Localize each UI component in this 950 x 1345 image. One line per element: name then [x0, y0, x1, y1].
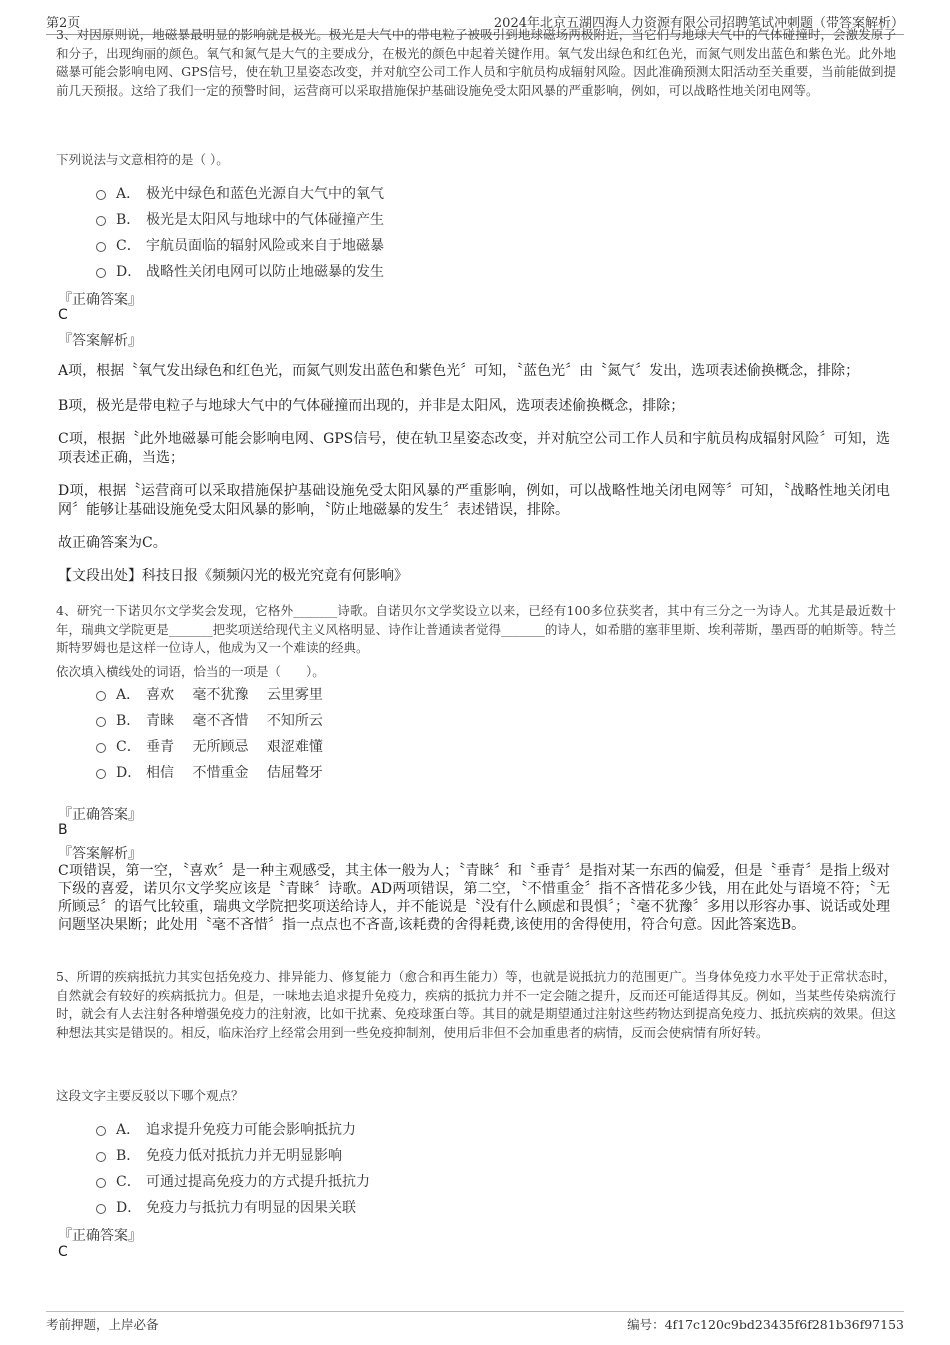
option-letter: D．	[116, 1200, 142, 1216]
footer-slogan: 考前押题，上岸必备	[46, 1317, 159, 1332]
q3-option-b[interactable]	[96, 206, 384, 232]
radio-icon[interactable]	[96, 1204, 106, 1214]
option-letter: A．	[116, 1122, 141, 1138]
option-letter: A．	[116, 687, 141, 703]
document-title: 2024年北京五湖四海人力资源有限公司招聘笔试冲刺题（带答案解析）	[493, 16, 904, 31]
q3-analysis-c: C项，根据〝此外地磁暴可能会影响电网、GPS信号，使在轨卫星姿态改变，并对航空公司工作人员和宇航员构成辐射风险〞可知，选项表述正确，当选；	[58, 431, 890, 466]
q5-passage: 5、所谓的疾病抵抗力其实包括免疫力、排异能力、修复能力（愈合和再生能力）等，也就是说抵抗力的范围更广。当身体免疫力水平处于正常状态时，自然就会有较好的疾病抵抗力。但是，一味地去追求提升免疫力，疾病的抵抗力并不一定会随之提升，反而还可能适得其反。例如，当某些传染病流行时，就会有人去注射各种增强免疫力的注射液，比如干扰素、免疫球蛋白等。其目的就是期望通过注射这些药物达到提高免疫力、抵抗疾病的效果。但这种想法其实是错误的。相反，临床治疗上经常会用到一些免疫抑制剂，使用后非但不会加重患者的病情，反而会使病情有所好转。	[56, 969, 896, 1040]
q3-options	[96, 180, 384, 284]
page-footer	[46, 1311, 904, 1332]
q5-question: 这段文字主要反驳以下哪个观点？	[56, 1088, 244, 1103]
option-text: 宇航员面临的辐射风险或来自于地磁暴	[146, 238, 384, 254]
radio-icon[interactable]	[96, 190, 106, 200]
q4-option-c[interactable]	[96, 733, 323, 759]
radio-icon[interactable]	[96, 268, 106, 278]
q3-analysis-b: B项，极光是带电粒子与地球大气中的气体碰撞而出现的，并非是太阳风，选项表述偷换概念，排除；	[58, 398, 685, 414]
q5-option-d[interactable]	[96, 1194, 370, 1220]
q4-option-b[interactable]	[96, 707, 323, 733]
option-letter: B．	[116, 713, 141, 729]
option-text: 青睐 毫不吝惜 不知所云	[146, 713, 323, 729]
q5-option-a[interactable]	[96, 1116, 370, 1142]
option-text: 相信 不惜重金 佶屈聱牙	[146, 765, 323, 781]
q4-option-a[interactable]	[96, 681, 323, 707]
option-text: 可通过提高免疫力的方式提升抵抗力	[146, 1174, 370, 1190]
option-text: 追求提升免疫力可能会影响抵抗力	[146, 1122, 356, 1138]
q5-options	[96, 1116, 370, 1220]
q3-source: 【文段出处】科技日报《频频闪光的极光究竟有何影响》	[58, 568, 408, 584]
option-text: 极光中绿色和蓝色光源自大气中的氧气	[146, 186, 384, 202]
q4-answer: B	[58, 822, 68, 838]
q5-answer: C	[58, 1244, 68, 1260]
page-number: 第2页	[46, 16, 81, 31]
radio-icon[interactable]	[96, 1126, 106, 1136]
q3-option-a[interactable]	[96, 180, 384, 206]
q4-analysis-label: 『答案解析』	[58, 846, 142, 862]
radio-icon[interactable]	[96, 743, 106, 753]
q3-conclusion: 故正确答案为C。	[58, 535, 167, 551]
option-letter: C．	[116, 739, 141, 755]
q3-analysis-label: 『答案解析』	[58, 333, 142, 349]
option-letter: D．	[116, 765, 142, 781]
option-text: 战略性关闭电网可以防止地磁暴的发生	[146, 264, 384, 280]
radio-icon[interactable]	[96, 216, 106, 226]
q3-answer: C	[58, 307, 68, 323]
option-letter: C．	[116, 238, 141, 254]
option-letter: C．	[116, 1174, 141, 1190]
radio-icon[interactable]	[96, 242, 106, 252]
q5-answer-label: 『正确答案』	[58, 1228, 142, 1244]
q3-option-d[interactable]	[96, 258, 384, 284]
option-text: 免疫力低对抵抗力并无明显影响	[146, 1148, 342, 1164]
radio-icon[interactable]	[96, 769, 106, 779]
option-text: 免疫力与抵抗力有明显的因果关联	[146, 1200, 356, 1216]
option-letter: B．	[116, 212, 141, 228]
q5-option-c[interactable]	[96, 1168, 370, 1194]
q4-option-d[interactable]	[96, 759, 323, 785]
option-text: 喜欢 毫不犹豫 云里雾里	[146, 687, 323, 703]
q4-question: 依次填入横线处的词语，恰当的一项是（ ）。	[56, 664, 325, 679]
radio-icon[interactable]	[96, 1152, 106, 1162]
q3-question: 下列说法与文意相符的是（ ）。	[56, 152, 229, 167]
option-letter: D．	[116, 264, 142, 280]
option-letter: A．	[116, 186, 141, 202]
q3-option-c[interactable]	[96, 232, 384, 258]
q4-analysis: C项错误，第一空，〝喜欢〞是一种主观感受，其主体一般为人；〝青睐〞和〝垂青〞是指对某一东西的偏爱，但是〝垂青〞是指上级对下级的喜爱，诺贝尔文学奖应该是〝青睐〞诗歌。AD两项错误，第二空，〝不惜重金〞指不吝惜花多少钱，用在此处与语境不符；〝无所顾忌〞的语气比较重，瑞典文学院把奖项送给诗人，并不能说是〝没有什么顾虑和畏惧〞；〝毫不犹豫〞多用以形容办事、说话或处理问题坚决果断；此处用〝毫不吝惜〞指一点点也不吝啬,该耗费的舍得耗费,该使用的舍得使用，符合句意。因此答案选B。	[58, 863, 890, 933]
document-id: 编号：4f17c120c9bd23435f6f281b36f97153	[627, 1317, 904, 1332]
q3-analysis-d: D项，根据〝运营商可以采取措施保护基础设施免受太阳风暴的严重影响，例如，可以战略性地关闭电网等〞可知，〝战略性地关闭电网〞能够让基础设施免受太阳风暴的影响，〝防止地磁暴的发生〞表述错误，排除。	[58, 483, 890, 518]
option-text: 垂青 无所顾忌 艰涩难懂	[146, 739, 323, 755]
radio-icon[interactable]	[96, 717, 106, 727]
q5-option-b[interactable]	[96, 1142, 370, 1168]
option-text: 极光是太阳风与地球中的气体碰撞产生	[146, 212, 384, 228]
q3-analysis-a: A项，根据〝氧气发出绿色和红色光，而氮气则发出蓝色和紫色光〞可知，〝蓝色光〞由〝氮气〞发出，选项表述偷换概念，排除；	[58, 363, 860, 379]
q4-answer-label: 『正确答案』	[58, 807, 142, 823]
q3-passage	[56, 27, 896, 98]
radio-icon[interactable]	[96, 691, 106, 701]
option-letter: B．	[116, 1148, 141, 1164]
q3-passage-text: 3、对因原则说，地磁暴最明显的影响就是极光。极光是大气中的带电粒子被吸引到地球磁场两极附近，当它们与地球大气中的气体碰撞时，会激发原子和分子，出现绚丽的颜色。氧气和氮气是大气的主要成分，在极光的颜色中起着关键作用。氧气发出绿色和红色光，而氮气则发出蓝色和紫色光。此外地磁暴可能会影响电网、GPS信号，使在轨卫星姿态改变，并对航空公司工作人员和宇航员构成辐射风险。因此准确预测太阳活动至关重要，当前能做到提前几天预报。这给了我们一定的预警时间，运营商可以采取措施保护基础设施免受太阳风暴的严重影响，例如，可以战略性地关闭电网等。	[56, 27, 896, 98]
radio-icon[interactable]	[96, 1178, 106, 1188]
q4-options	[96, 681, 323, 785]
q3-answer-label: 『正确答案』	[58, 292, 142, 308]
q4-passage: 4、研究一下诺贝尔文学奖会发现，它格外_______诗歌。自诺贝尔文学奖设立以来，已经有100多位获奖者，其中有三分之一为诗人。尤其是最近数十年，瑞典文学院更是_______把奖项送给现代主义风格明显、诗作让普通读者觉得_______的诗人，如希腊的塞菲里斯、埃利蒂斯，墨西哥的帕斯等。特兰斯特罗姆也是这样一位诗人，他成为又一个难读的经典。	[56, 603, 896, 655]
